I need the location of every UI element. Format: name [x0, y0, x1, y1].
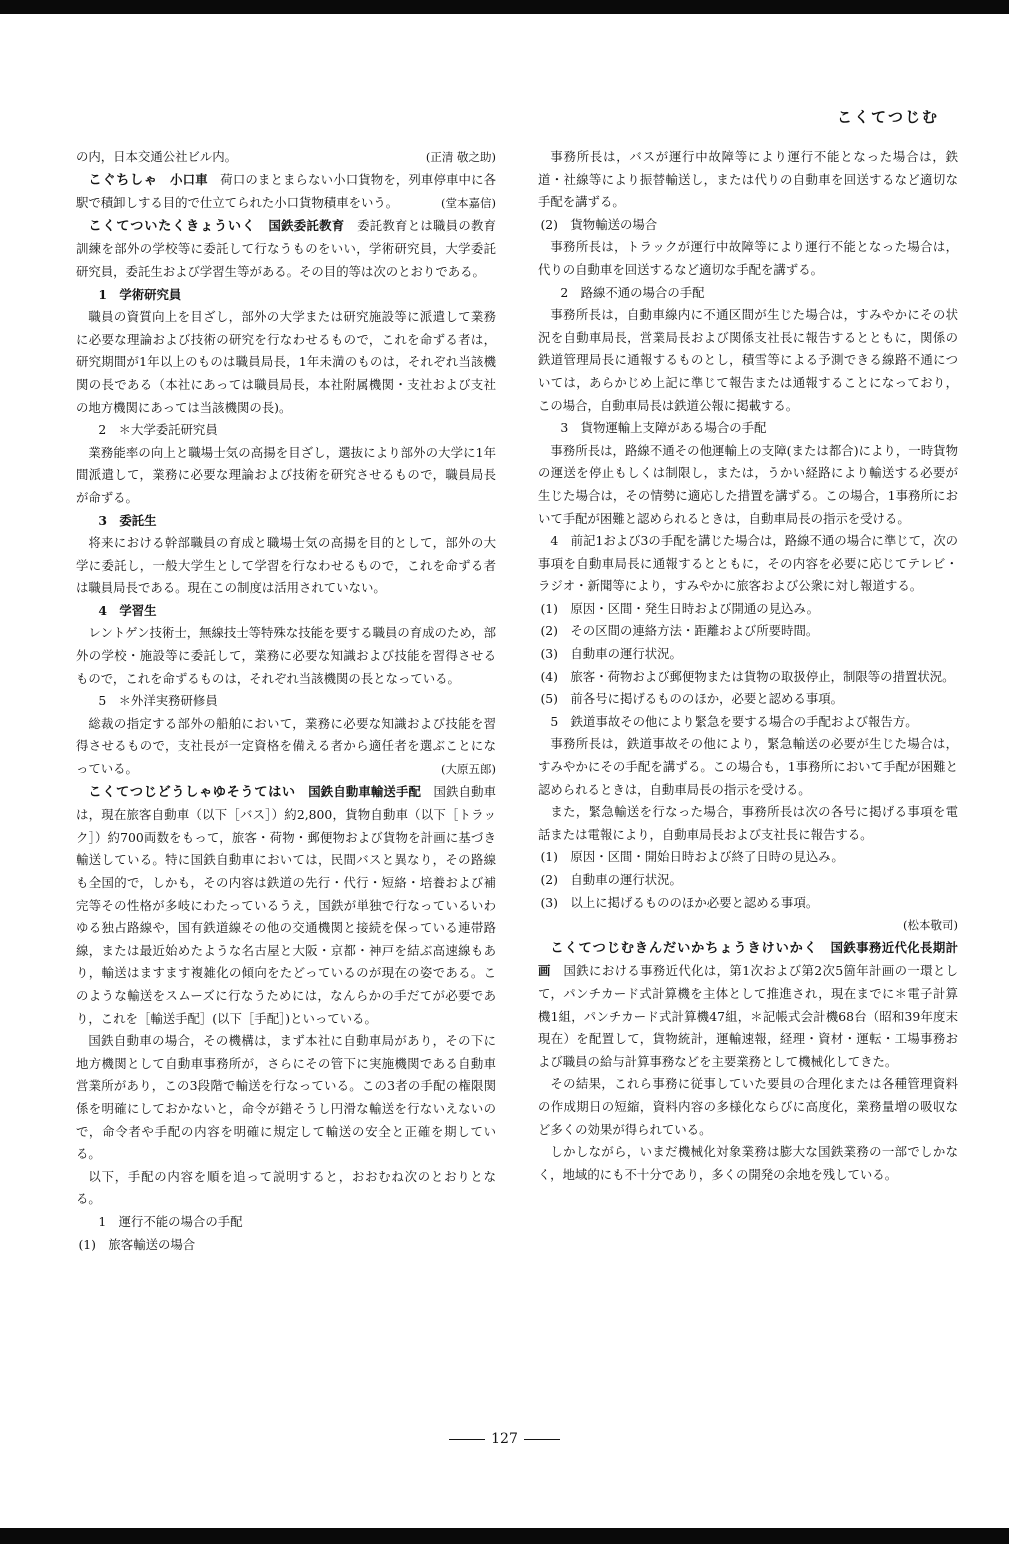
section-title: 5 ＊外洋実務研修員 [98, 693, 218, 709]
section-title: 3 委託生 [98, 512, 157, 528]
author-credit: (正清 敬之助) [425, 150, 496, 164]
paragraph: また，緊急輸送を行なった場合，事務所長は次の各号に掲げる事項を電話または電報により，自動車局長および支社長に報告する。 [538, 804, 958, 842]
entry-kanji: 国鉄委託教育 [268, 217, 345, 233]
subsection-title: (2) 貨物輸送の場合 [540, 216, 658, 232]
bottom-edge-bar [0, 1528, 1009, 1544]
entry-koguchisha: こぐちしゃ 小口車 荷口のまとまらない小口貨物を，列車停車中に各駅で積卸しする目的で仕立てられた小口貨物積車をいう。 (堂本嘉信) [76, 169, 496, 215]
list-item: (4) 旅客・荷物および郵便物または貨物の取扱停止，制限等の措置状況。 [540, 668, 955, 684]
folio-rule-right [524, 1439, 560, 1440]
author-credit: (松本敬司) [903, 918, 958, 933]
paragraph: 将来における幹部職員の育成と職場士気の高揚を目的として，部外の大学に委託し，一般大学生として学習を行なわせるもので，これを命ずる者は職員局長である。現在この制度は活用されていない。 [76, 535, 496, 596]
subsection-title: (1) 旅客輸送の場合 [78, 1236, 196, 1252]
list-item: (2) 自動車の運行状況。 [540, 872, 682, 887]
folio-rule-left [449, 1439, 485, 1440]
paragraph: その結果，これら事務に従事していた要員の合理化または各種管理資料の作成期日の短縮，資料内容の多様化ならびに高度化，業務量増の吸収など多くの効果が得られている。 [538, 1076, 958, 1137]
entry-kanji: 小口車 [170, 171, 208, 187]
entry-kanji: 国鉄事務近代化長期計画 [538, 939, 959, 979]
numbered-paragraph: 5 鉄道事故その他により緊急を要する場合の手配および報告方。 [550, 713, 918, 729]
entry-headword: こくてつじむきんだいかちょうきけいかく [550, 940, 818, 956]
paragraph: 事務所長は，トラックが運行中故障等により運行不能となった場合は，代りの自動車を回送するなど適切な手配を講ずる。 [538, 239, 958, 277]
entry-itaku-kyoiku: こくてついたくきょういく 国鉄委託教育 委託教育とは職員の教育訓練を部外の学校等に委託して行なうものをいい，学術研究員，大学委託研究員，委託生および学習生等がある。その目的等は次のとおりである。 [76, 217, 497, 279]
section-title: 2 ＊大学委託研究員 [98, 422, 218, 438]
paragraph: 国鉄自動車の場合，その機構は，まず本社に自動車局があり，その下に地方機関として自動車事務所が，さらにその管下に実施機関である自動車営業所があり，この3段階で輸送を行なっている。この3者の手配の権限関係を明確にしておかないと，命令が錯そうし円滑な輸送を行ないえないので，命令者や手配の内容を明確に規定して輸送の安全と正確を期している。 [76, 1033, 496, 1162]
left-column [76, 146, 496, 1256]
section-title: 3 貨物運輸上支障がある場合の手配 [560, 420, 767, 436]
top-edge-bar [0, 0, 1009, 14]
entry-jimu-kindaika: こくてつじむきんだいかちょうきけいかく 国鉄事務近代化長期計画 国鉄における事務近代化は，第1次および第2次5箇年計画の一環として，パンチカード式計算機を主体として推進され，現在までに＊電子計算機1組，パンチカード式計算機47組，＊記帳式会計機68台（昭和39年度末現在）を配置して，貨物統計，運輸速報，経理・資材・運転・工場事務および職員の給与計算事務などを主要業務として機械化してきた。 [538, 939, 959, 1069]
author-credit: (堂本嘉信) [441, 196, 496, 211]
paragraph: 事務所長は，路線不通その他運輸上の支障(または都合)により，一時貨物の運送を停止もしくは制限し，または，うかい経路により輸送する必要が生じた場合は，その情勢に適応した措置を講ずる。この場合，1事務所において手配が困難と認められるときは，自動車局長の指示を受ける。 [538, 442, 958, 526]
list-item: (3) 以上に掲げるもののほか必要と認める事項。 [540, 894, 819, 910]
paragraph: 職員の資質向上を目ざし，部外の大学または研究施設等に派遣して業務に必要な理論および技術の研究を行なわせるもので，これを命ずる者は，研究期間が1年以上のものは職員局長，1年未満のものは，それぞれ当該機関の長である（本社にあっては職員局長，本社附属機関・支社および支社の地方機関にあっては当該機関の長)。 [76, 309, 496, 415]
text-line: の内，日本交通公社ビル内。 (正清 敬之助) [76, 146, 496, 169]
right-column [538, 146, 958, 1186]
entry-headword: こくてついたくきょういく [88, 218, 256, 234]
numbered-paragraph: 4 前記1および3の手配を講じた場合は，路線不通の場合に準じて，次の事項を自動車局長に通報するとともに，その内容を必要に応じてテレビ・ラジオ・新聞等により，すみやかに旅客および公衆に対し報道する。 [538, 533, 958, 594]
paragraph: 事務所長は，鉄道事故その他により，緊急輸送の必要が生じた場合は，すみやかにその手配を講ずる。この場合も，1事務所において手配が困難と認められるときは，自動車局長の指示を受ける。 [538, 736, 958, 797]
list-item: (3) 自動車の運行状況。 [540, 646, 682, 662]
section-title: 4 学習生 [98, 602, 157, 618]
page-number-text: 127 [491, 1431, 518, 1447]
entry-headword: こぐちしゃ [88, 172, 158, 188]
paragraph: 以下，手配の内容を順を追って説明すると，おおむね次のとおりとなる。 [76, 1168, 496, 1207]
entry-kanji: 国鉄自動車輸送手配 [308, 783, 421, 799]
paragraph: 事務所長は，自動車線内に不通区間が生じた場合は，すみやかにその状況を自動車局長，営業局長および関係支社長に報告するとともに，関係の鉄道管理局長に通報するものとし，積雪等による予測できる線路不通については，あらかじめ上記に準じて報告または通報することになっており，この場合，自動車局長は鉄道公報に掲載する。 [538, 307, 958, 413]
paragraph: 業務能率の向上と職場士気の高揚を目ざし，選抜により部外の大学に1年間派遣して，業務に必要な理論および技術を研究させるもので，職員局長が命ずる。 [76, 444, 496, 505]
paragraph: しかしながら，いまだ機械化対象業務は膨大な国鉄業務の一部でしかなく，地域的にも不十分であり，多くの開発の余地を残している。 [538, 1144, 958, 1182]
section-title: 1 運行不能の場合の手配 [98, 1213, 243, 1229]
author-credit: (大原五郎) [441, 762, 496, 777]
list-item: (1) 原因・区間・発生日時および開通の見込み。 [540, 600, 819, 616]
page-number [0, 1431, 1009, 1447]
entry-jidosha-yuso-tehai: こくてつじどうしゃゆそうてはい 国鉄自動車輸送手配 国鉄自動車は，現在旅客自動車（以下［バス］）約2,800，貨物自動車（以下［トラック］）約700両数をもって，旅客・荷物・郵便物および貨物を計画に基づき輸送している。特に国鉄自動車においては，民間バスと異なり，その路線も全国的で，しかも，その内容は鉄道の先行・代行・短絡・培養および補完等その性格が多岐にわたっているうえ，国鉄が単独で行なっているいわゆる独占路線や，国有鉄道線その他の交通機関と接続を保っている連帯路線，または最近始めたような名古屋と大阪・京都・神戸を結ぶ高速線もあり，輸送はますます複雑化の傾向をたどっているのが現在の姿である。このような輸送をスムーズに行なうためには，なんらかの手だてが必要であり，これを［輸送手配］(以下［手配］)といっている。 [76, 783, 497, 1026]
list-item: (2) その区間の連絡方法・距離および所要時間。 [540, 623, 819, 639]
running-header: こくてつじむ [836, 108, 939, 126]
section-title: 2 路線不通の場合の手配 [560, 284, 705, 300]
paragraph: レントゲン技術士，無線技士等特殊な技能を要する職員の育成のため，部外の学校・施設等に委託して，業務に必要な知識および技能を習得させるもので，これを命ずるものは，それぞれ当該機関の長となっている。 [76, 625, 496, 686]
paragraph: 総裁の指定する部外の船舶において，業務に必要な知識および技能を習得させるもので，支社長が一定資格を備える者から適任者を選ぶことになっている。 (大原五郎) [76, 713, 496, 781]
section-title: 1 学術研究員 [98, 286, 182, 302]
paragraph: 事務所長は，バスが運行中故障等により運行不能となった場合は，鉄道・社線等により振替輸送し，または代りの自動車を回送するなど適切な手配を講ずる。 [538, 149, 958, 210]
entry-headword: こくてつじどうしゃゆそうてはい [88, 784, 296, 800]
list-item: (1) 原因・区間・開始日時および終了日時の見込み。 [540, 849, 844, 865]
list-item: (5) 前各号に掲げるもののほか，必要と認める事項。 [540, 691, 844, 707]
